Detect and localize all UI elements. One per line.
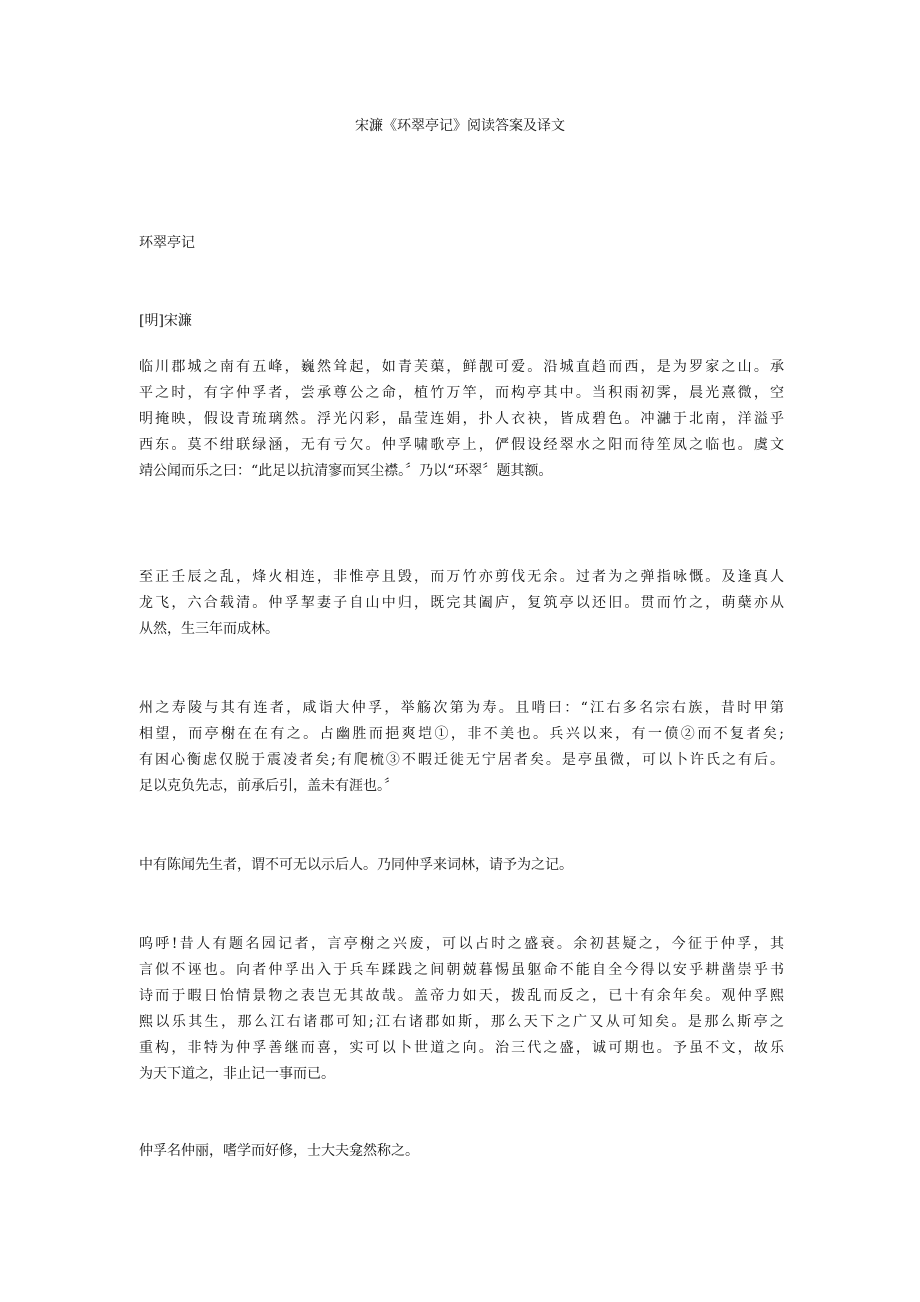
paragraph-line: 言似不诬也。向者仲孚出入于兵车蹂践之间朝兢暮惕虽躯命不能自全今得以安乎耕凿崇乎书 — [139, 962, 784, 978]
paragraph-line: 从然，生三年而成林。 — [139, 621, 279, 637]
paragraph-line: 有困心衡虑仅脱于震凌者矣;有爬梳③不暇迁徙无宁居者矣。是亭虽微，可以卜许氏之有后。 — [139, 752, 784, 768]
paragraph-line: 龙飞，六合载清。仲孚挈妻子自山中归，既完其阖庐，复筑亭以还旧。贯而竹之，萌蘖亦从 — [139, 595, 784, 611]
article-heading: 环翠亭记 — [139, 235, 195, 251]
paragraph-line: 足以克负先志，前承后引，盖未有涯也。〞 — [139, 778, 398, 794]
paragraph-line: 州之寿陵与其有连者，咸诣大仲孚，举觞次第为寿。且啃曰：“江右多名宗右族，昔时甲第 — [139, 700, 784, 716]
paragraph-line: 平之时，有字仲孚者，尝承尊公之命，植竹万竿，而构亭其中。当积雨初霁，晨光熹微，空 — [139, 385, 784, 401]
paragraph-line: 西东。莫不绀联绿涵，无有亏欠。仲孚啸歌亭上，俨假设经翠水之阳而待笙凤之临也。虞文 — [139, 437, 784, 453]
paragraph-line: 明掩映，假设青琉璃然。浮光闪彩，晶莹连娟，扑人衣袂，皆成碧色。冲瀜于北南，洋溢乎 — [139, 411, 784, 427]
paragraph-line: 为天下道之，非止记一事而已。 — [139, 1066, 335, 1082]
paragraph-line: 仲孚名仲丽，嗜学而好修，士大夫龛然称之。 — [139, 1143, 419, 1159]
paragraph-line: 熙以乐其生，那么江右诸郡可知;江右诸郡如斯，那么天下之广又从可知矣。是那么斯亭之 — [139, 1014, 784, 1030]
paragraph-line: 相望，而亭榭在在有之。占幽胜而挹爽垲①，非不美也。兵兴以来，有一偾②而不复者矣; — [139, 726, 784, 742]
paragraph-line: 诗而于暇日怡情景物之表岂无其故哉。盖帝力如天，拨乱而反之，已十有余年矣。观仲孚熙 — [139, 988, 784, 1004]
document-title: 宋濂《环翠亭记》阅读答案及译文 — [355, 118, 565, 134]
paragraph-line: 中有陈闻先生者，谓不可无以示后人。乃同仲孚来词林，请予为之记。 — [139, 857, 573, 873]
article-author: [明]宋濂 — [139, 313, 192, 329]
paragraph-line: 临川郡城之南有五峰，巍然耸起，如青芙蕖，鲜靓可爱。沿城直趋而西，是为罗家之山。承 — [139, 359, 784, 375]
paragraph-line: 重构，非特为仲孚善继而喜，实可以卜世道之向。治三代之盛，诚可期也。予虽不文，故乐 — [139, 1040, 784, 1056]
paragraph-line: 靖公闻而乐之曰：“此足以抗清寥而冥尘襟。〞乃以“环翠〞题其额。 — [139, 463, 553, 479]
paragraph-line: 至正壬辰之乱，烽火相连，非惟亭且毁，而万竹亦剪伐无余。过者为之弹指咏慨。及逢真人 — [139, 569, 784, 585]
paragraph-line: 呜呼!昔人有题名园记者，言亭榭之兴废，可以占时之盛衰。余初甚疑之，今征于仲孚，其 — [139, 936, 784, 952]
